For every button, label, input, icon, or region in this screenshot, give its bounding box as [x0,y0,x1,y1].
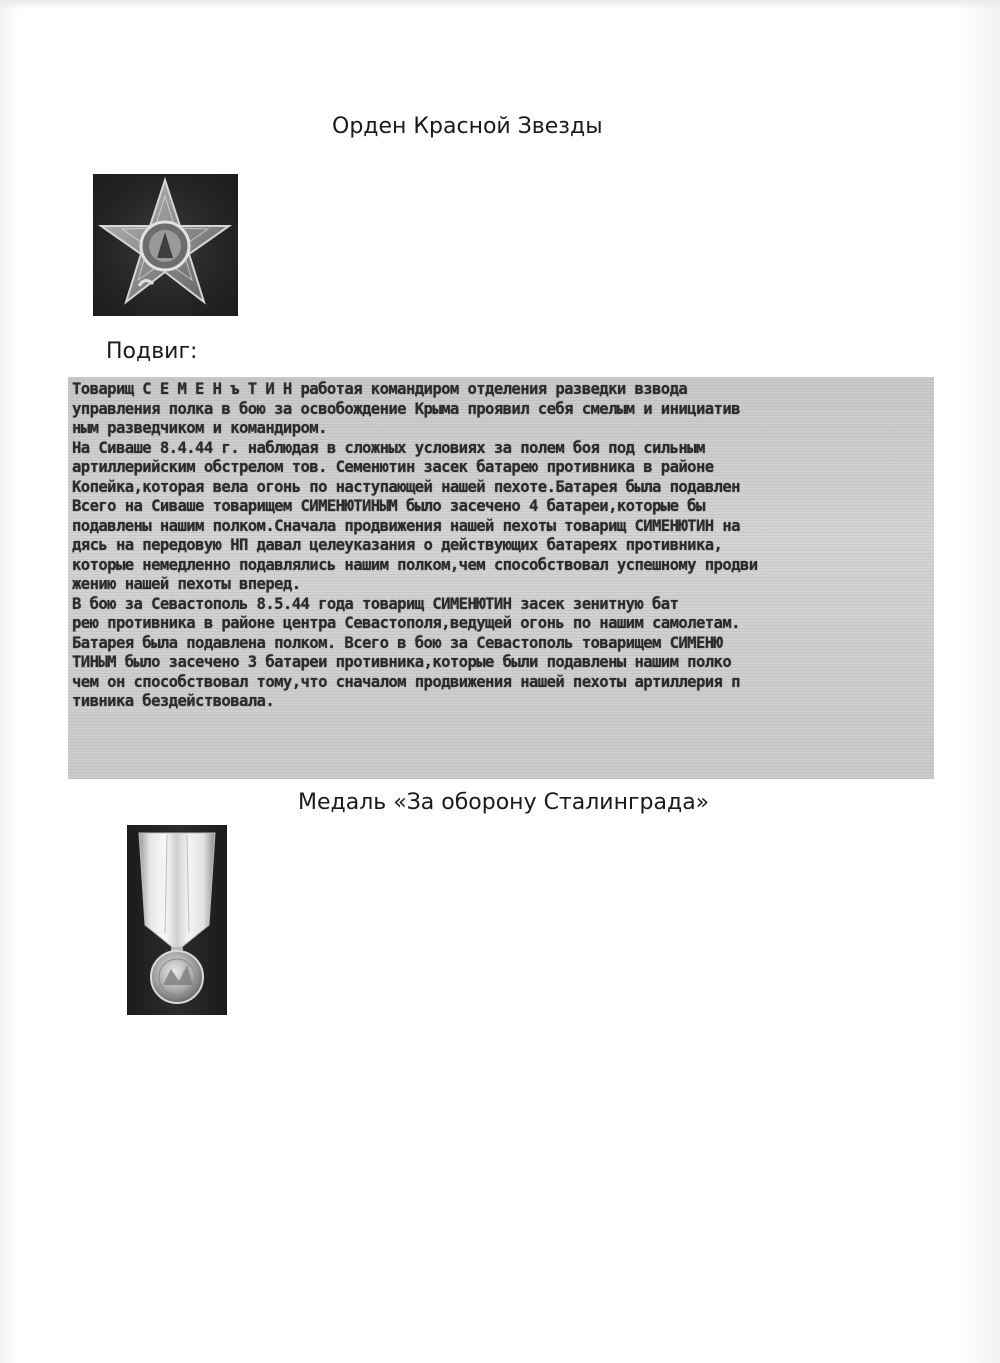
medal-title: Медаль «За оборону Сталинграда» [298,790,710,815]
citation-line: Батарея была подавлена полком. Всего в бою за Севастополь товарищем СИМЕНЮ [72,633,723,652]
citation-line: ТИНЫМ было засечено 3 батареи противника,которые были подавлены нашим полко [72,653,732,671]
citation-line: На Сиваше 8.4.44 г. наблюдая в сложных условиях за полем боя под сильным [72,438,705,457]
citation-line: Всего на Сиваше товарищем СИМЕНЮТИНЫМ было засечено 4 батареи,которые бы [72,497,705,515]
citation-line: подавлены нашим полком.Сначала продвижения нашей пехоты товарищ СИМЕНЮТИН на [72,516,740,535]
citation-line: В бою за Севастополь 8.5.44 года товарищ СИМЕНЮТИН засек зенитную бат [72,594,679,613]
medal-icon [127,825,227,1015]
order-of-red-star-photo [93,174,238,316]
citation-line: чем он способствовал тому,что сначалом продвижения нашей пехоты артиллерия п [72,672,740,691]
page-top-edge [0,0,1000,10]
citation-line: Копейка,которая вела огонь по наступающей нашей пехоте.Батарея была подавлен [72,477,740,496]
red-star-icon [93,174,238,316]
medal-defense-of-stalingrad-photo [127,825,227,1015]
feat-label: Подвиг: [106,339,198,364]
citation-scan [68,377,934,779]
citation-line: дясь на передовую НП давал целеуказания о действующих батареях противника, [72,536,723,554]
citation-line: управления полка в бою за освобождение Крыма проявил себя смелым и инициатив [72,399,740,418]
citation-line: артиллерийским обстрелом тов. Семенютин засек батарею противника в районе [72,458,714,476]
citation-line: тивника бездействовала. [72,692,275,710]
citation-line: ным разведчиком и командиром. [72,419,327,437]
order-title: Орден Красной Звезды [332,114,603,139]
citation-line: жению нашей пехоты вперед. [72,575,301,593]
citation-text [72,380,932,712]
citation-line: рею противника в районе центра Севастополя,ведущей огонь по нашим самолетам. [72,614,740,632]
citation-line: Товарищ С Е М Е Н ъ Т И Н работая командиром отделения разведки взвода [72,380,688,398]
citation-line: которые немедленно подавлялись нашим полком,чем способствовал успешному продви [72,555,758,574]
